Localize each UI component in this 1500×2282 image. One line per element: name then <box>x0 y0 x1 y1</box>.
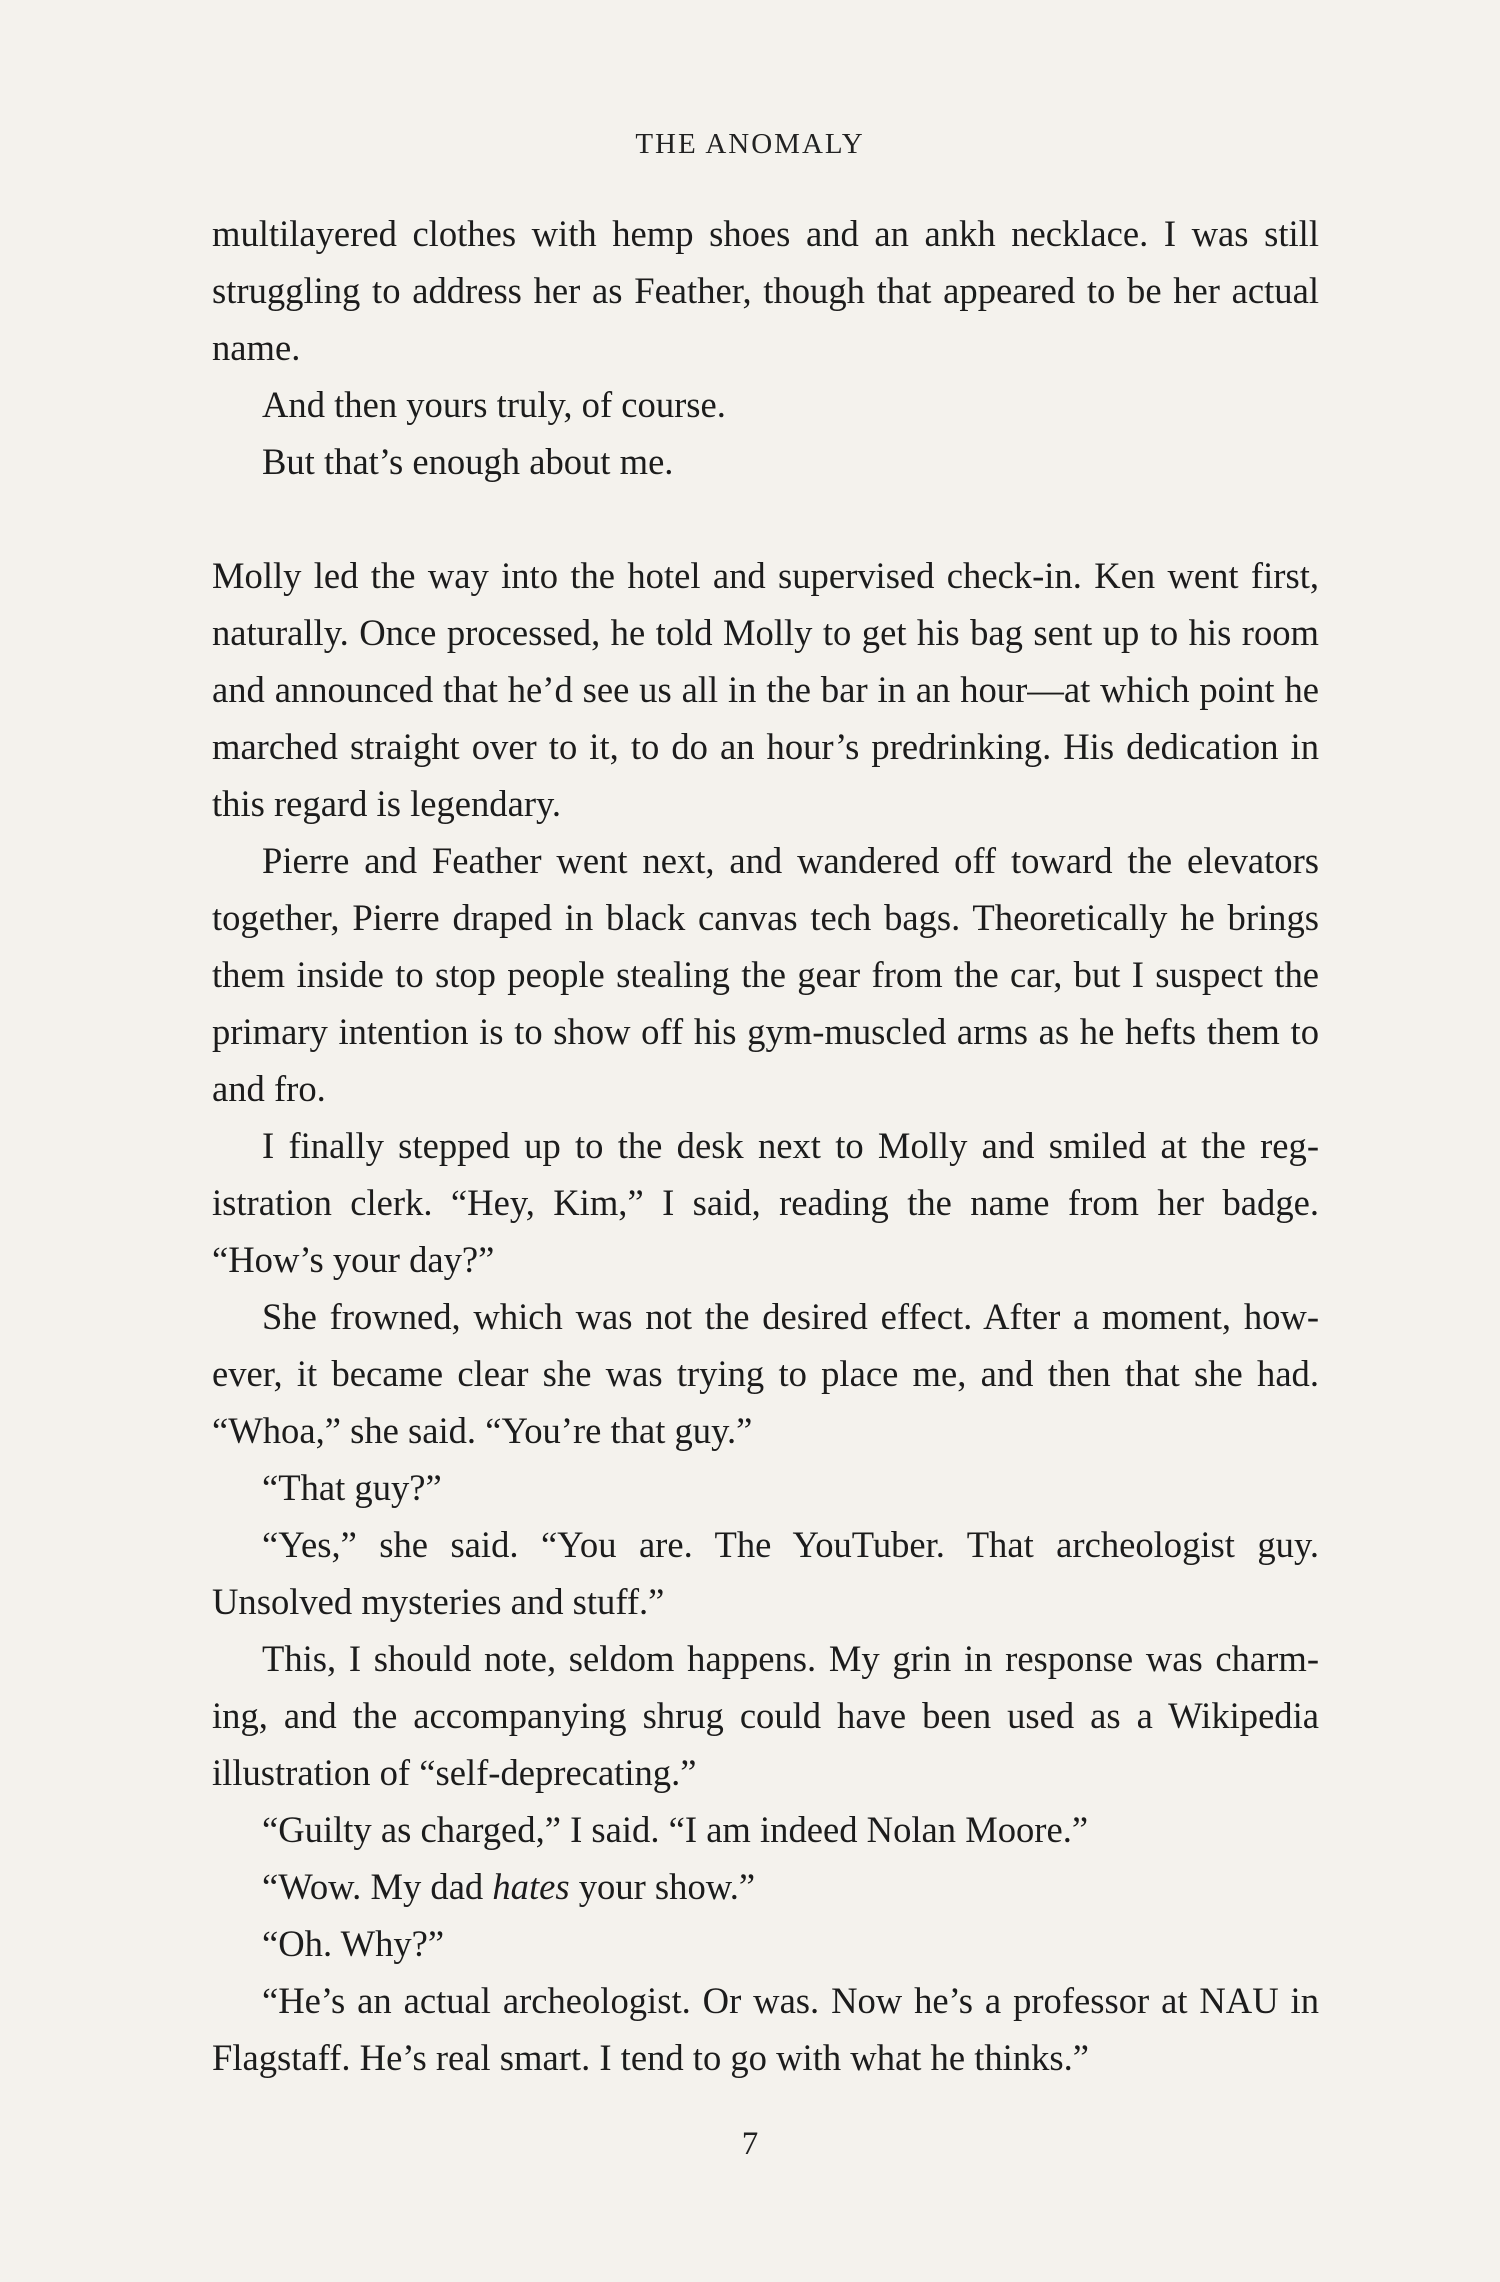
paragraph: Molly led the way into the hotel and supervised check-in. Ken went first, naturally. Once processed, he told Molly to get his bag sent up to his room and announced that he’d see us all in the bar in an hour—at which point he marched straight over to it, to do an hour’s predrinking. His dedication in this regard is legendary. <box>212 555 1319 824</box>
body-text <box>212 205 1319 2086</box>
paragraph: But that’s enough about me. <box>262 441 674 482</box>
emphasis-text: hates <box>492 1866 570 1907</box>
paragraph: “Guilty as charged,” I said. “I am indeed Nolan Moore.” <box>262 1809 1089 1850</box>
running-head: THE ANOMALY <box>635 128 865 160</box>
paragraph: I finally stepped up to the desk next to Molly and smiled at the registration clerk. “Hey, Kim,” I said, reading the name from her badge. “How’s your day?” <box>212 1125 1319 1280</box>
paragraph: multilayered clothes with hemp shoes and an ankh necklace. I was still struggling to address her as Feather, though that appeared to be her actual name. <box>212 213 1319 368</box>
paragraph <box>212 1858 1319 1915</box>
paragraph: “Oh. Why?” <box>262 1923 445 1964</box>
paragraph: “He’s an actual archeologist. Or was. Now he’s a professor at NAU in Flagstaff. He’s real smart. I tend to go with what he thinks.” <box>212 1980 1319 2078</box>
paragraph: “That guy?” <box>262 1467 442 1508</box>
paragraph-text: “Wow. My dad <box>262 1866 493 1907</box>
paragraph: And then yours truly, of course. <box>262 384 726 425</box>
paragraph: Pierre and Feather went next, and wandered off toward the elevators together, Pierre draped in black canvas tech bags. Theoretically he brings them inside to stop people stealing the gear from the car, but I suspect the primary intention is to show off his gym-muscled arms as he hefts them to and fro. <box>212 840 1319 1109</box>
page-number: 7 <box>741 2126 759 2162</box>
paragraph: This, I should note, seldom happens. My grin in response was charming, and the accompanying shrug could have been used as a Wikipedia illustration of “self-deprecating.” <box>212 1638 1319 1793</box>
paragraph-text: your show.” <box>569 1866 756 1907</box>
paragraph: “Yes,” she said. “You are. The YouTuber. That archeologist guy. Unsolved mysteries and stuff.” <box>212 1524 1319 1622</box>
paragraph: She frowned, which was not the desired effect. After a moment, however, it became clear she was trying to place me, and then that she had. “Whoa,” she said. “You’re that guy.” <box>212 1296 1319 1451</box>
